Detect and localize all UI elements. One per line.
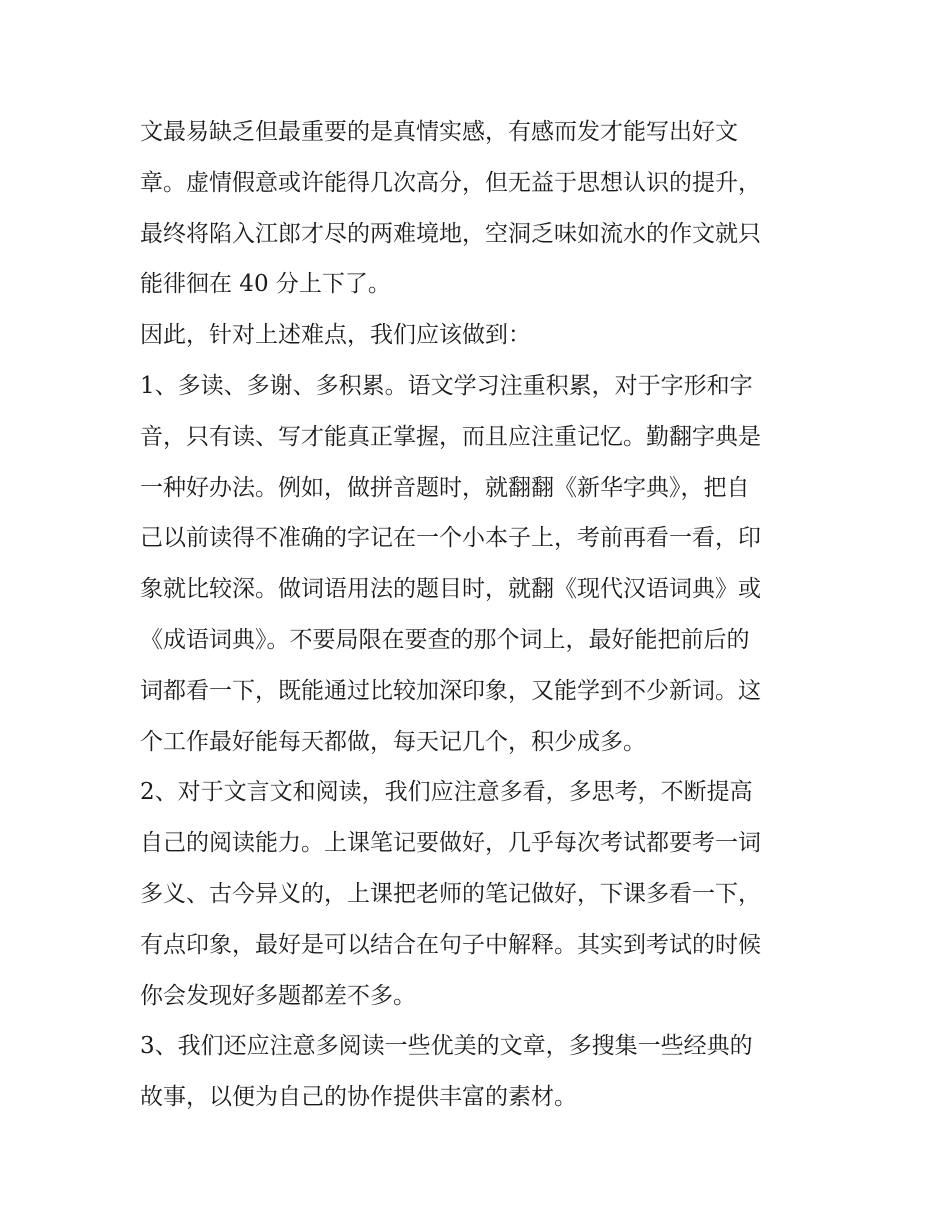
text-line: 能徘徊在 40 分上下了。 [140,271,391,298]
text-line: 多义、古今异义的，上课把老师的笔记做好，下课多看一下， [140,880,761,907]
text-line: 词都看一下，既能通过比较加深印象，又能学到不少新词。这 [140,677,761,704]
text-line: 2、对于文言文和阅读，我们应注意多看，多思考，不断提高 [140,779,753,806]
text-line: 你会发现好多题都差不多。 [140,982,416,1009]
text-line: 故事，以便为自己的协作提供丰富的素材。 [140,1084,577,1111]
text-line: 最终将陷入江郎才尽的两难境地，空洞乏味如流水的作文就只 [140,220,761,247]
text-line: 象就比较深。做词语用法的题目时，就翻《现代汉语词典》或 [140,576,761,603]
document-page [140,107,810,1123]
text-line: 己以前读得不准确的字记在一个小本子上，考前再看一看，印 [140,525,761,552]
text-line: 1、多读、多谢、多积累。语文学习注重积累，对于字形和字 [140,372,753,399]
text-line: 文最易缺乏但最重要的是真情实感，有感而发才能写出好文 [140,119,738,145]
text-line: 因此，针对上述难点，我们应该做到： [140,322,531,349]
text-line: 一种好办法。例如，做拼音题时，就翻翻《新华字典》，把自 [140,474,750,501]
text-line: 章。虚情假意或许能得几次高分，但无益于思想认识的提升， [140,169,761,196]
text-line: 3、我们还应注意多阅读一些优美的文章，多搜集一些经典的 [140,1033,753,1060]
text-line: 有点印象，最好是可以结合在句子中解释。其实到考试的时候 [140,931,761,958]
text-line: 个工作最好能每天都做，每天记几个，积少成多。 [140,728,646,755]
text-line: 《成语词典》。不要局限在要查的那个词上，最好能把前后的 [140,626,750,653]
text-line: 自己的阅读能力。上课笔记要做好，几乎每次考试都要考一词 [140,830,761,857]
text-line: 音，只有读、写才能真正掌握，而且应注重记忆。勤翻字典是 [140,423,761,450]
